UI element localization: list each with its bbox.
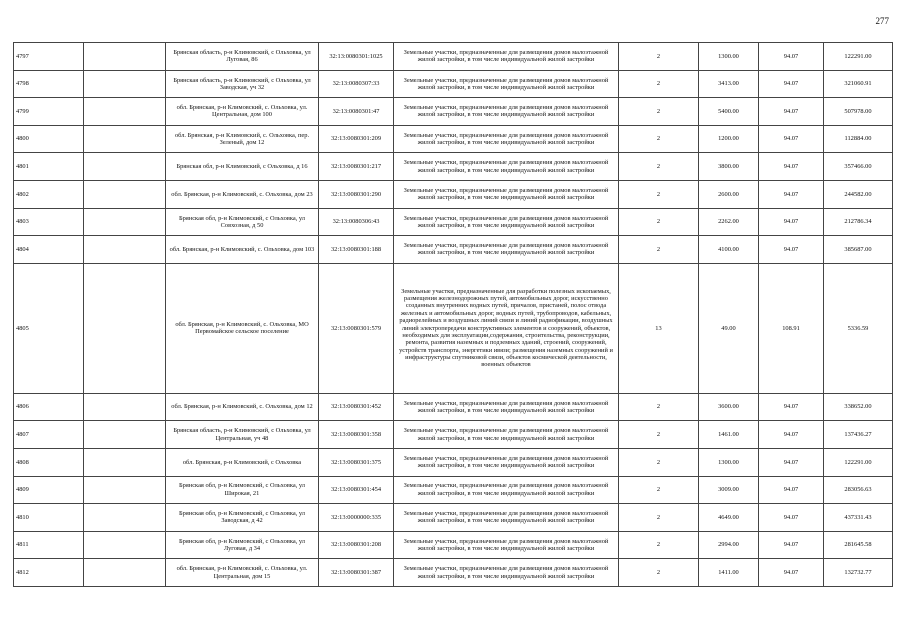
- table-row: [14, 504, 893, 532]
- cadastral-register-table: [13, 42, 893, 587]
- table-row: [14, 98, 893, 126]
- table-row: [14, 70, 893, 98]
- table-row: [14, 153, 893, 181]
- blank-cell: [84, 153, 166, 181]
- unit-value-cell: 94.07: [759, 531, 824, 559]
- cadastral-number-cell: 32:13:0080301:375: [319, 448, 394, 476]
- unit-value-cell: 94.07: [759, 448, 824, 476]
- unit-value-cell: 94.07: [759, 393, 824, 421]
- land-use-cell: Земельные участки, предназначенные для размещения домов малоэтажной жилой застройки, в том числе индивидуальной жилой застройки: [394, 180, 619, 208]
- category-code-cell: 2: [619, 70, 699, 98]
- land-use-cell: Земельные участки, предназначенные для размещения домов малоэтажной жилой застройки, в том числе индивидуальной жилой застройки: [394, 236, 619, 264]
- unit-value-cell: 94.07: [759, 43, 824, 71]
- address-cell: обл. Брянская, р-н Климовский, с. Ольховка, ул. Центральная, дом 15: [166, 559, 319, 587]
- record-number: 4800: [14, 125, 84, 153]
- blank-cell: [84, 43, 166, 71]
- blank-cell: [84, 125, 166, 153]
- address-cell: Брянская обл, р-н Климовский, с Ольховка, ул Заводская, д 42: [166, 504, 319, 532]
- cadastral-value-cell: 357466.00: [824, 153, 893, 181]
- table-row: [14, 236, 893, 264]
- land-use-cell: Земельные участки, предназначенные для размещения домов малоэтажной жилой застройки, в том числе индивидуальной жилой застройки: [394, 421, 619, 449]
- category-code-cell: 2: [619, 393, 699, 421]
- land-use-cell: Земельные участки, предназначенные для размещения домов малоэтажной жилой застройки, в том числе индивидуальной жилой застройки: [394, 531, 619, 559]
- category-code-cell: 2: [619, 421, 699, 449]
- land-use-cell: Земельные участки, предназначенные для размещения домов малоэтажной жилой застройки, в том числе индивидуальной жилой застройки: [394, 476, 619, 504]
- cadastral-value-cell: 132732.77: [824, 559, 893, 587]
- category-code-cell: 2: [619, 153, 699, 181]
- record-number: 4805: [14, 263, 84, 393]
- cadastral-value-cell: 507978.00: [824, 98, 893, 126]
- unit-value-cell: 94.07: [759, 476, 824, 504]
- unit-value-cell: 94.07: [759, 504, 824, 532]
- unit-value-cell: 108.91: [759, 263, 824, 393]
- area-cell: 1411.00: [699, 559, 759, 587]
- blank-cell: [84, 531, 166, 559]
- cadastral-value-cell: 385687.00: [824, 236, 893, 264]
- unit-value-cell: 94.07: [759, 180, 824, 208]
- cadastral-number-cell: 32:13:0080301:387: [319, 559, 394, 587]
- record-number: 4802: [14, 180, 84, 208]
- address-cell: обл. Брянская, р-н Климовский, с Ольховка: [166, 448, 319, 476]
- land-use-cell: Земельные участки, предназначенные для размещения домов малоэтажной жилой застройки, в том числе индивидуальной жилой застройки: [394, 448, 619, 476]
- record-number: 4801: [14, 153, 84, 181]
- address-cell: Брянская область, р-н Климовский, с Ольховка, ул Центральная, уч 48: [166, 421, 319, 449]
- record-number: 4804: [14, 236, 84, 264]
- cadastral-number-cell: 32:13:0080307:33: [319, 70, 394, 98]
- cadastral-number-cell: 32:13:0080306:43: [319, 208, 394, 236]
- cadastral-value-cell: 212786.34: [824, 208, 893, 236]
- area-cell: 1300.00: [699, 448, 759, 476]
- land-use-cell: Земельные участки, предназначенные для размещения домов малоэтажной жилой застройки, в том числе индивидуальной жилой застройки: [394, 504, 619, 532]
- record-number: 4808: [14, 448, 84, 476]
- address-cell: Брянская область, р-н Климовский, с Ольховка, ул Луговая, 86: [166, 43, 319, 71]
- record-number: 4806: [14, 393, 84, 421]
- cadastral-value-cell: 5336.59: [824, 263, 893, 393]
- cadastral-number-cell: 32:13:0080301:290: [319, 180, 394, 208]
- unit-value-cell: 94.07: [759, 208, 824, 236]
- area-cell: 1300.00: [699, 43, 759, 71]
- address-cell: обл. Брянская, р-н Климовский, с. Ольховка, ул. Центральная, дом 100: [166, 98, 319, 126]
- land-use-cell: Земельные участки, предназначенные для размещения домов малоэтажной жилой застройки, в том числе индивидуальной жилой застройки: [394, 208, 619, 236]
- record-number: 4803: [14, 208, 84, 236]
- address-cell: обл. Брянская, р-н Климовский, с. Ольховка, дом 103: [166, 236, 319, 264]
- record-number: 4799: [14, 98, 84, 126]
- cadastral-value-cell: 281645.58: [824, 531, 893, 559]
- address-cell: обл. Брянская, р-н Климовский, с. Ольховка, пер. Зеленый, дом 12: [166, 125, 319, 153]
- area-cell: 2994.00: [699, 531, 759, 559]
- blank-cell: [84, 180, 166, 208]
- table-row: [14, 421, 893, 449]
- cadastral-value-cell: 137436.27: [824, 421, 893, 449]
- land-use-cell: Земельные участки, предназначенные для размещения домов малоэтажной жилой застройки, в том числе индивидуальной жилой застройки: [394, 70, 619, 98]
- category-code-cell: 2: [619, 125, 699, 153]
- area-cell: 3600.00: [699, 393, 759, 421]
- cadastral-number-cell: 32:13:0080301:217: [319, 153, 394, 181]
- blank-cell: [84, 421, 166, 449]
- category-code-cell: 2: [619, 208, 699, 236]
- blank-cell: [84, 236, 166, 264]
- cadastral-value-cell: 112884.00: [824, 125, 893, 153]
- cadastral-value-cell: 122291.00: [824, 43, 893, 71]
- address-cell: обл. Брянская, р-н Климовский, с. Ольховка, дом 12: [166, 393, 319, 421]
- area-cell: 1461.00: [699, 421, 759, 449]
- area-cell: 1200.00: [699, 125, 759, 153]
- unit-value-cell: 94.07: [759, 421, 824, 449]
- cadastral-number-cell: 32:13:0080301:47: [319, 98, 394, 126]
- blank-cell: [84, 208, 166, 236]
- cadastral-number-cell: 32:13:0080301:209: [319, 125, 394, 153]
- area-cell: 3009.00: [699, 476, 759, 504]
- address-cell: Брянская обл, р-н Климовский, с Ольховка, ул Луговая, д 34: [166, 531, 319, 559]
- address-cell: обл. Брянская, р-н Климовский, с. Ольховка, МО Первомайское сельское поселение: [166, 263, 319, 393]
- blank-cell: [84, 70, 166, 98]
- cadastral-value-cell: 437331.43: [824, 504, 893, 532]
- area-cell: 3413.00: [699, 70, 759, 98]
- unit-value-cell: 94.07: [759, 559, 824, 587]
- table-row: [14, 208, 893, 236]
- category-code-cell: 2: [619, 531, 699, 559]
- category-code-cell: 2: [619, 98, 699, 126]
- address-cell: Брянская обл, р-н Климовский, с Ольховка, ул Широкая, 21: [166, 476, 319, 504]
- land-use-cell: Земельные участки, предназначенные для разработки полезных ископаемых, размещения железнодорожных путей, автомобильных дорог, искусственно созданных внутренних водных путей, причалов, пристаней, полос отвода железных и автомобильных дорог, водных путей, трубопроводов, кабельных, радиорелейных и воздушных линий связи и линий радиофикации, воздушных линий электропередачи конструктивных элементов и сооружений, объектов, необходимых для эксплуатации,содержания, строительства, реконструкции, ремонта, развития наземных и подземных зданий, строений, сооружений, устройств транспорта, энергетики ивязи; размещения наземных сооружений и инфраструктуры спутниковой связи, объектов космической деятельности, военных объектов: [394, 263, 619, 393]
- cadastral-number-cell: 32:13:0080301:208: [319, 531, 394, 559]
- category-code-cell: 2: [619, 180, 699, 208]
- table-row: [14, 393, 893, 421]
- table-row: [14, 559, 893, 587]
- record-number: 4809: [14, 476, 84, 504]
- land-use-cell: Земельные участки, предназначенные для размещения домов малоэтажной жилой застройки, в том числе индивидуальной жилой застройки: [394, 153, 619, 181]
- table-row: [14, 448, 893, 476]
- page-number: 277: [875, 16, 889, 26]
- category-code-cell: 13: [619, 263, 699, 393]
- category-code-cell: 2: [619, 236, 699, 264]
- blank-cell: [84, 448, 166, 476]
- record-number: 4797: [14, 43, 84, 71]
- cadastral-number-cell: 32:13:0080301:1025: [319, 43, 394, 71]
- table-row: [14, 125, 893, 153]
- unit-value-cell: 94.07: [759, 153, 824, 181]
- category-code-cell: 2: [619, 448, 699, 476]
- blank-cell: [84, 476, 166, 504]
- land-use-cell: Земельные участки, предназначенные для размещения домов малоэтажной жилой застройки, в том числе индивидуальной жилой застройки: [394, 125, 619, 153]
- table-row: [14, 476, 893, 504]
- area-cell: 4100.00: [699, 236, 759, 264]
- land-use-cell: Земельные участки, предназначенные для размещения домов малоэтажной жилой застройки, в том числе индивидуальной жилой застройки: [394, 98, 619, 126]
- unit-value-cell: 94.07: [759, 125, 824, 153]
- blank-cell: [84, 98, 166, 126]
- area-cell: 2600.00: [699, 180, 759, 208]
- area-cell: 2262.00: [699, 208, 759, 236]
- area-cell: 4649.00: [699, 504, 759, 532]
- category-code-cell: 2: [619, 559, 699, 587]
- record-number: 4811: [14, 531, 84, 559]
- table-row: [14, 180, 893, 208]
- cadastral-number-cell: 32:13:0080301:452: [319, 393, 394, 421]
- area-cell: 49.00: [699, 263, 759, 393]
- cadastral-value-cell: 283056.63: [824, 476, 893, 504]
- cadastral-number-cell: 32:13:0080301:358: [319, 421, 394, 449]
- cadastral-number-cell: 32:13:0080301:188: [319, 236, 394, 264]
- unit-value-cell: 94.07: [759, 236, 824, 264]
- blank-cell: [84, 559, 166, 587]
- address-cell: Брянская обл, р-н Климовский, с Ольховка, д 16: [166, 153, 319, 181]
- category-code-cell: 2: [619, 43, 699, 71]
- record-number: 4798: [14, 70, 84, 98]
- address-cell: Брянская обл, р-н Климовский, с Ольховка, ул Совхозная, д 50: [166, 208, 319, 236]
- unit-value-cell: 94.07: [759, 70, 824, 98]
- register-body: [14, 43, 893, 587]
- land-use-cell: Земельные участки, предназначенные для размещения домов малоэтажной жилой застройки, в том числе индивидуальной жилой застройки: [394, 559, 619, 587]
- land-use-cell: Земельные участки, предназначенные для размещения домов малоэтажной жилой застройки, в том числе индивидуальной жилой застройки: [394, 393, 619, 421]
- cadastral-value-cell: 244582.00: [824, 180, 893, 208]
- cadastral-number-cell: 32:13:0080301:454: [319, 476, 394, 504]
- cadastral-number-cell: 32:13:0080301:579: [319, 263, 394, 393]
- blank-cell: [84, 393, 166, 421]
- cadastral-value-cell: 338652.00: [824, 393, 893, 421]
- cadastral-value-cell: 321060.91: [824, 70, 893, 98]
- area-cell: 5400.00: [699, 98, 759, 126]
- land-use-cell: Земельные участки, предназначенные для размещения домов малоэтажной жилой застройки, в том числе индивидуальной жилой застройки: [394, 43, 619, 71]
- address-cell: Брянская область, р-н Климовский, с Ольховка, ул Заводская, уч 32: [166, 70, 319, 98]
- cadastral-number-cell: 32:13:0000000:335: [319, 504, 394, 532]
- table-row: [14, 263, 893, 393]
- address-cell: обл. Брянская, р-н Климовский, с. Ольховка, дом 23: [166, 180, 319, 208]
- table-row: [14, 531, 893, 559]
- cadastral-value-cell: 122291.00: [824, 448, 893, 476]
- record-number: 4812: [14, 559, 84, 587]
- record-number: 4810: [14, 504, 84, 532]
- unit-value-cell: 94.07: [759, 98, 824, 126]
- blank-cell: [84, 504, 166, 532]
- table-row: [14, 43, 893, 71]
- category-code-cell: 2: [619, 476, 699, 504]
- blank-cell: [84, 263, 166, 393]
- record-number: 4807: [14, 421, 84, 449]
- area-cell: 3800.00: [699, 153, 759, 181]
- category-code-cell: 2: [619, 504, 699, 532]
